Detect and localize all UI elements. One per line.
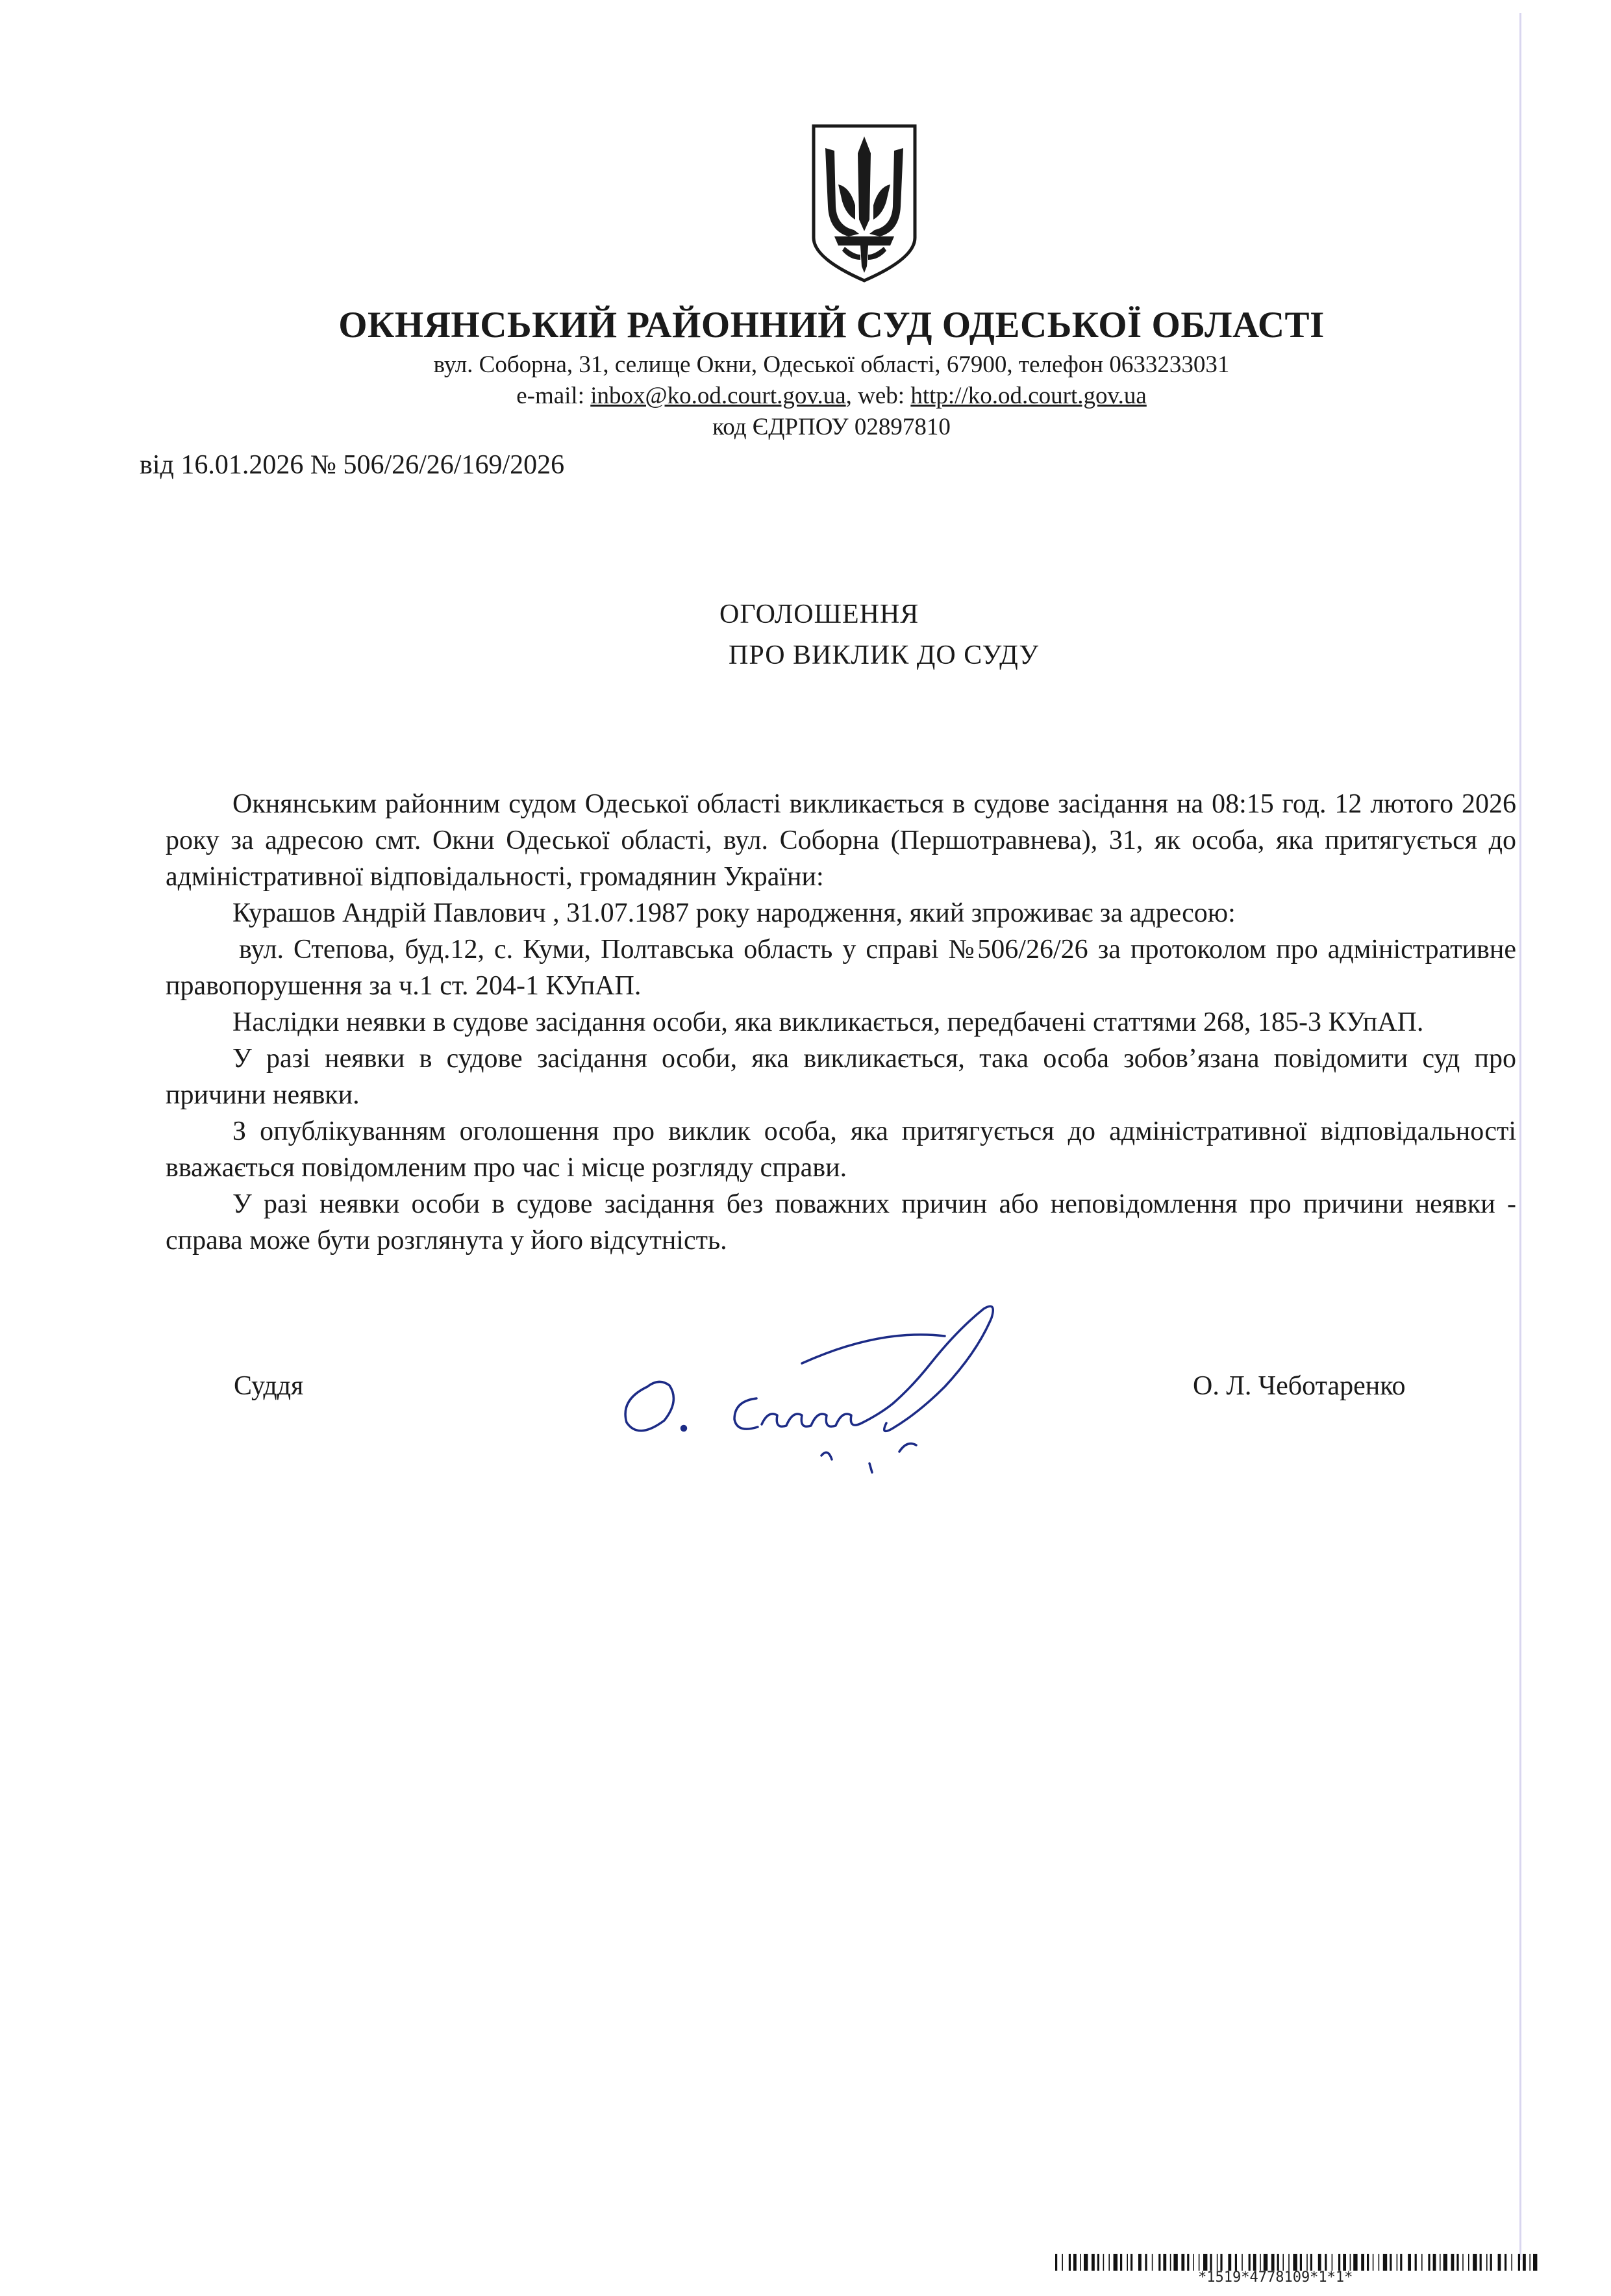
email-link[interactable]: inbox@ko.od.court.gov.ua <box>590 383 846 409</box>
website-link[interactable]: http://ko.od.court.gov.ua <box>910 383 1147 409</box>
body-paragraph: Наслідки неявки в судове засідання особи, яка викликається, передбачені статтями 268, 185-3 КУпАП. <box>232 1007 1424 1037</box>
body-paragraph: У разі неявки в судове засідання особи, яка викликається, така особа зобов’язана повідомити суд про причини неявки. <box>166 1044 1516 1110</box>
handwritten-signature <box>607 1289 1101 1478</box>
body-paragraph: У разі неявки особи в судове засідання без поважних причин або неповідомлення про причини неявки - справа може бути розглянута у його відсутність. <box>166 1189 1516 1255</box>
court-name: ОКНЯНСЬКИЙ РАЙОННИЙ СУД ОДЕСЬКОЇ ОБЛАСТІ <box>338 305 1325 346</box>
court-address: вул. Соборна, 31, селище Окни, Одеської області, 67900, телефон 0633233031 <box>433 351 1230 378</box>
judge-name: О. Л. Чеботаренко <box>1193 1371 1406 1401</box>
body-paragraph: Курашов Андрій Павлович , 31.07.1987 року народження, який зпроживає за адресою: <box>232 898 1236 928</box>
judge-label: Суддя <box>234 1371 304 1401</box>
document-barcode <box>1055 2254 1539 2271</box>
body-paragraph: вул. Степова, буд.12, с. Куми, Полтавська область у справі №506/26/26 за протоколом про адміністративне правопорушення за ч.1 ст. 204-1 КУпАП. <box>166 935 1516 1001</box>
document-subtitle: ПРО ВИКЛИК ДО СУДУ <box>729 640 1040 670</box>
document-reference: від 16.01.2026 № 506/26/26/169/2026 <box>140 450 565 480</box>
document-title: ОГОЛОШЕННЯ <box>719 599 919 629</box>
email-prefix: e-mail: <box>516 383 591 409</box>
scan-edge-line <box>1519 13 1521 2260</box>
court-code: код ЄДРПОУ 02897810 <box>712 414 951 440</box>
body-paragraph: Окнянським районним судом Одеської області викликається в судове засідання на 08:15 год. 12 лютого 2026 року за адресою смт. Окни Одеської області, вул. Соборна (Першотравнева), 31, як особа, яка притягується до адміністративної відповідальності, громадянин України: <box>166 789 1516 892</box>
body-paragraph: З опублікуванням оголошення про виклик особа, яка притягується до адміністративної відповідальності вважається повідомленим про час і місце розгляду справи. <box>166 1116 1516 1183</box>
coat-of-arms-icon <box>808 122 920 284</box>
barcode-number: *1519*4778109*1*1* <box>1198 2269 1353 2286</box>
web-prefix: , web: <box>845 383 911 409</box>
document-body <box>166 786 1516 1259</box>
court-contacts <box>0 382 1611 410</box>
